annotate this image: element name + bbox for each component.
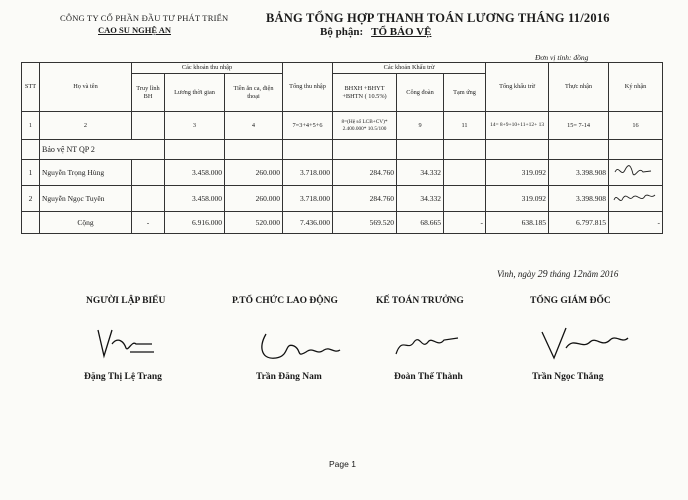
department <box>320 26 431 38</box>
employee-signature-icon <box>611 162 657 182</box>
signer-name-4: Trần Ngọc Thắng <box>532 372 604 382</box>
total-social-insurance: 569.520 <box>333 212 397 234</box>
signature-2-icon <box>254 328 344 366</box>
total-signature: - <box>609 212 663 234</box>
row-stt: 1 <box>22 160 40 186</box>
table-row <box>22 186 663 212</box>
col-name: Họ và tên <box>40 63 132 112</box>
row-time-salary: 3.458.000 <box>165 160 225 186</box>
col-deduction-group: Các khoản Khấu trừ <box>333 63 486 74</box>
signer-title-1: NGƯỜI LẬP BIỂU <box>86 296 166 306</box>
total-row <box>22 212 663 234</box>
signature-3-icon <box>392 330 462 360</box>
payroll-table <box>21 62 663 234</box>
index-cell <box>132 112 165 140</box>
date-day: 29 <box>537 269 548 280</box>
row-name: Nguyễn Ngọc Tuyên <box>40 186 132 212</box>
row-total-deduction: 319.092 <box>486 160 549 186</box>
total-time-salary: 6.916.000 <box>165 212 225 234</box>
page-number: Page 1 <box>329 459 356 469</box>
signer-name-3: Đoàn Thế Thành <box>394 372 463 382</box>
signer-name-1: Đặng Thị Lệ Trang <box>84 372 162 382</box>
total-deduction: 638.185 <box>486 212 549 234</box>
company-name-line2: CAO SU NGHỆ AN <box>98 25 171 35</box>
date-month: 12 <box>572 269 583 280</box>
row-net-pay: 3.398.908 <box>549 186 609 212</box>
document-date <box>497 269 618 280</box>
signer-name-2: Trần Đăng Nam <box>256 372 322 382</box>
index-row <box>22 112 663 140</box>
col-total-income: Tổng thu nhập <box>283 63 333 112</box>
total-meal-phone: 520.000 <box>225 212 283 234</box>
total-net-pay: 6.797.815 <box>549 212 609 234</box>
row-total-income: 3.718.000 <box>283 186 333 212</box>
index-cell: 11 <box>444 112 486 140</box>
row-meal-phone: 260.000 <box>225 160 283 186</box>
index-cell: 3 <box>165 112 225 140</box>
index-cell: 4 <box>225 112 283 140</box>
index-cell: 8=(Hệ số LCB+CV)* 2.400.000* 10.5/100 <box>333 112 397 140</box>
signer-title-2: P.TỔ CHỨC LAO ĐỘNG <box>232 296 338 306</box>
index-cell: 7=3+4+5+6 <box>283 112 333 140</box>
index-cell: 2 <box>40 112 132 140</box>
company-name-line1: CÔNG TY CỔ PHẦN ĐẦU TƯ PHÁT TRIỂN <box>60 13 229 23</box>
col-meal-phone: Tiền ăn ca, điện thoại <box>225 74 283 112</box>
row-union-fee: 34.332 <box>397 186 444 212</box>
total-income: 7.436.000 <box>283 212 333 234</box>
signature-4-icon <box>540 322 630 364</box>
col-union-fee: Công đoàn <box>397 74 444 112</box>
col-social-insurance: BHXH +BHYT +BHTN ( 10.5%) <box>333 74 397 112</box>
col-back-insurance: Truy lĩnh BH <box>132 74 165 112</box>
header-row-1 <box>22 63 663 74</box>
total-advance: - <box>444 212 486 234</box>
index-cell: 16 <box>609 112 663 140</box>
col-income-group: Các khoản thu nhập <box>132 63 283 74</box>
col-advance: Tạm ứng <box>444 74 486 112</box>
row-union-fee: 34.332 <box>397 160 444 186</box>
total-union-fee: 68.665 <box>397 212 444 234</box>
row-meal-phone: 260.000 <box>225 186 283 212</box>
row-signature <box>609 160 663 186</box>
index-cell: 9 <box>397 112 444 140</box>
row-total-deduction: 319.092 <box>486 186 549 212</box>
index-cell: 15= 7-14 <box>549 112 609 140</box>
col-time-salary: Lương thời gian <box>165 74 225 112</box>
index-cell: 1 <box>22 112 40 140</box>
date-year: năm 2016 <box>582 269 619 279</box>
document-title: BẢNG TỔNG HỢP THANH TOÁN LƯƠNG THÁNG 11/2016 <box>266 11 610 25</box>
section-row <box>22 140 663 160</box>
signer-title-3: KẾ TOÁN TRƯỞNG <box>376 296 464 306</box>
row-social-insurance: 284.760 <box>333 186 397 212</box>
total-back-insurance: - <box>132 212 165 234</box>
col-total-deduction: Tổng khấu trừ <box>486 63 549 112</box>
row-signature <box>609 186 663 212</box>
row-social-insurance: 284.760 <box>333 160 397 186</box>
date-prefix: Vinh, ngày <box>497 269 536 279</box>
col-net-pay: Thực nhận <box>549 63 609 112</box>
col-stt: STT <box>22 63 40 112</box>
index-cell: 14= 8+9+10+11+12+ 13 <box>486 112 549 140</box>
signature-1-icon <box>92 322 162 362</box>
currency-unit: Đơn vị tính: đồng <box>535 53 589 62</box>
row-net-pay: 3.398.908 <box>549 160 609 186</box>
row-stt: 2 <box>22 186 40 212</box>
row-time-salary: 3.458.000 <box>165 186 225 212</box>
row-total-income: 3.718.000 <box>283 160 333 186</box>
table-row <box>22 160 663 186</box>
row-name: Nguyễn Trọng Hùng <box>40 160 132 186</box>
col-signature: Ký nhận <box>609 63 663 112</box>
department-label: Bộ phận: <box>320 26 364 38</box>
department-value: TỔ BẢO VỆ <box>371 26 432 38</box>
total-label: Cộng <box>40 212 132 234</box>
date-month-label: tháng <box>549 269 571 279</box>
employee-signature-icon <box>611 188 657 208</box>
signer-title-4: TỔNG GIÁM ĐỐC <box>530 296 611 306</box>
section-title: Bảo vệ NT QP 2 <box>40 140 165 160</box>
